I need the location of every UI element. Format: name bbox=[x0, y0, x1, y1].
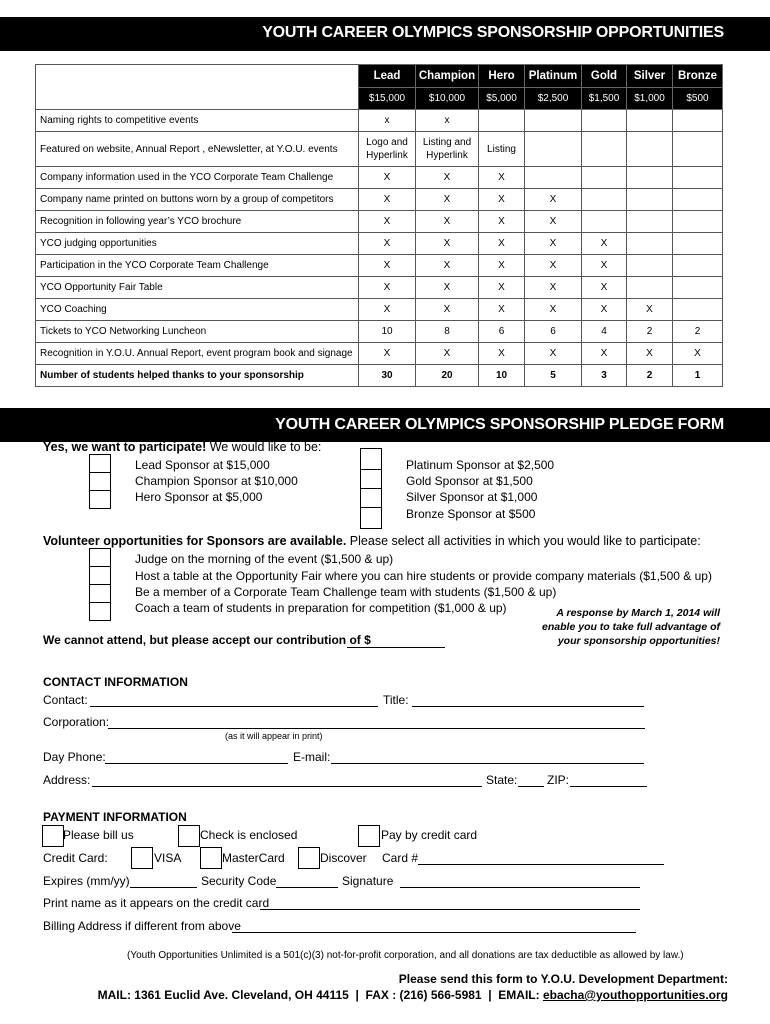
table-row bbox=[36, 365, 723, 387]
benefit-cell: 6 bbox=[525, 321, 582, 343]
bill-us-checkbox[interactable] bbox=[42, 825, 64, 847]
benefit-cell bbox=[627, 255, 673, 277]
benefit-cell bbox=[525, 110, 582, 132]
volunteer-heading: Volunteer opportunities for Sponsors are available. bbox=[43, 534, 347, 548]
benefit-cell: Listing bbox=[479, 132, 525, 167]
level-header: Hero bbox=[479, 65, 525, 88]
benefit-cell: Listing and Hyperlink bbox=[416, 132, 479, 167]
benefit-label: Company name printed on buttons worn by a group of competitors bbox=[36, 189, 359, 211]
level-header: Bronze bbox=[673, 65, 723, 88]
benefit-cell: X bbox=[416, 167, 479, 189]
benefit-cell bbox=[673, 277, 723, 299]
table-row bbox=[36, 211, 723, 233]
card-number-field[interactable] bbox=[418, 864, 664, 865]
signature-field[interactable] bbox=[400, 887, 640, 888]
mail-fax-text: MAIL: 1361 Euclid Ave. Cleveland, OH 44115 | FAX : (216) 566-5981 | EMAIL: bbox=[97, 988, 543, 1002]
benefit-cell bbox=[673, 211, 723, 233]
expires-field[interactable] bbox=[130, 887, 197, 888]
benefit-cell: X bbox=[479, 255, 525, 277]
volunteer-option: Be a member of a Corporate Team Challenge team with students ($1,500 & up) bbox=[135, 585, 557, 599]
payment-heading: PAYMENT INFORMATION bbox=[43, 810, 187, 824]
benefit-cell: X bbox=[627, 343, 673, 365]
state-label: State: bbox=[486, 773, 518, 787]
expires-label: Expires (mm/yy) bbox=[43, 874, 130, 888]
volunteer-option: Coach a team of students in preparation for competition ($1,000 & up) bbox=[135, 601, 507, 615]
corporation-label: Corporation: bbox=[43, 715, 110, 729]
benefit-label: Featured on website, Annual Report , eNewsletter, at Y.O.U. events bbox=[36, 132, 359, 167]
benefit-cell bbox=[627, 277, 673, 299]
benefit-cell: X bbox=[479, 189, 525, 211]
cannot-attend-label: We cannot attend, but please accept our contribution of $ bbox=[43, 633, 371, 647]
benefit-cell: X bbox=[525, 233, 582, 255]
day-phone-field[interactable] bbox=[105, 763, 288, 764]
benefit-cell: X bbox=[479, 233, 525, 255]
zip-field[interactable] bbox=[570, 786, 647, 787]
page-title: YOUTH CAREER OLYMPICS SPONSORSHIP OPPORTUNITIES bbox=[262, 24, 724, 41]
benefit-label: Recognition in Y.O.U. Annual Report, event program book and signage bbox=[36, 343, 359, 365]
champion-checkbox[interactable] bbox=[89, 472, 111, 491]
table-row bbox=[36, 321, 723, 343]
benefit-cell: X bbox=[479, 167, 525, 189]
discover-checkbox[interactable] bbox=[298, 847, 320, 869]
benefit-cell: X bbox=[416, 277, 479, 299]
benefit-cell: 5 bbox=[525, 365, 582, 387]
level-header: Champion bbox=[416, 65, 479, 88]
coach-checkbox[interactable] bbox=[89, 602, 111, 621]
benefit-cell bbox=[627, 233, 673, 255]
benefit-cell: X bbox=[416, 233, 479, 255]
corporation-field[interactable] bbox=[108, 728, 645, 729]
print-name-field[interactable] bbox=[260, 909, 640, 910]
level-price: $500 bbox=[673, 88, 723, 110]
team-member-checkbox[interactable] bbox=[89, 584, 111, 603]
signature-label: Signature bbox=[342, 874, 394, 888]
benefit-cell bbox=[582, 110, 627, 132]
benefit-label: Recognition in following year’s YCO brochure bbox=[36, 211, 359, 233]
bronze-checkbox[interactable] bbox=[360, 507, 382, 529]
discover-label: Discover bbox=[320, 851, 367, 865]
level-header: Gold bbox=[582, 65, 627, 88]
table-row bbox=[36, 233, 723, 255]
benefit-cell bbox=[627, 167, 673, 189]
benefit-cell bbox=[673, 132, 723, 167]
benefit-cell: x bbox=[416, 110, 479, 132]
table-row bbox=[36, 255, 723, 277]
benefit-cell: X bbox=[359, 167, 416, 189]
response-note-line: enable you to take full advantage of bbox=[542, 621, 720, 633]
benefit-cell: X bbox=[479, 343, 525, 365]
benefit-cell bbox=[582, 167, 627, 189]
benefit-cell: 8 bbox=[416, 321, 479, 343]
table-row bbox=[36, 343, 723, 365]
benefit-cell: X bbox=[359, 255, 416, 277]
check-enclosed-checkbox[interactable] bbox=[178, 825, 200, 847]
benefit-cell bbox=[673, 255, 723, 277]
host-table-checkbox[interactable] bbox=[89, 566, 111, 585]
benefit-cell: X bbox=[359, 189, 416, 211]
benefit-cell: 10 bbox=[359, 321, 416, 343]
contribution-field[interactable] bbox=[347, 647, 445, 648]
level-price: $2,500 bbox=[525, 88, 582, 110]
option-lead: Lead Sponsor at $15,000 bbox=[135, 458, 270, 472]
benefit-cell bbox=[673, 167, 723, 189]
volunteer-sub: Please select all activities in which you would like to participate: bbox=[349, 534, 701, 548]
benefit-cell bbox=[582, 211, 627, 233]
benefit-cell: X bbox=[416, 189, 479, 211]
benefit-label: Number of students helped thanks to your sponsorship bbox=[36, 365, 359, 387]
benefit-cell: X bbox=[582, 299, 627, 321]
benefit-cell: X bbox=[525, 211, 582, 233]
benefit-cell: X bbox=[416, 343, 479, 365]
benefit-cell: X bbox=[359, 343, 416, 365]
benefit-cell: X bbox=[627, 299, 673, 321]
benefit-label: YCO judging opportunities bbox=[36, 233, 359, 255]
day-phone-label: Day Phone: bbox=[43, 750, 106, 764]
option-platinum: Platinum Sponsor at $2,500 bbox=[406, 458, 555, 472]
pledge-banner bbox=[0, 408, 770, 442]
benefit-cell bbox=[627, 132, 673, 167]
credit-card-option-label: Pay by credit card bbox=[381, 828, 478, 842]
level-price: $5,000 bbox=[479, 88, 525, 110]
email-field[interactable] bbox=[331, 763, 644, 764]
contact-field[interactable] bbox=[90, 706, 378, 707]
benefit-label: YCO Opportunity Fair Table bbox=[36, 277, 359, 299]
response-note-line: your sponsorship opportunities! bbox=[557, 635, 720, 647]
option-hero: Hero Sponsor at $5,000 bbox=[135, 490, 263, 504]
address-label: Address: bbox=[43, 773, 91, 787]
volunteer-option: Judge on the morning of the event ($1,500 & up) bbox=[135, 552, 394, 566]
table-row bbox=[36, 299, 723, 321]
credit-card-checkbox[interactable] bbox=[358, 825, 380, 847]
send-instruction: Please send this form to Y.O.U. Development Department: bbox=[398, 972, 728, 986]
price-corner bbox=[36, 88, 359, 110]
benefit-cell: 6 bbox=[479, 321, 525, 343]
benefit-rows bbox=[36, 110, 723, 387]
level-price: $1,000 bbox=[627, 88, 673, 110]
benefit-cell bbox=[525, 167, 582, 189]
benefit-cell: X bbox=[582, 233, 627, 255]
benefit-cell: X bbox=[416, 299, 479, 321]
volunteer-option: Host a table at the Opportunity Fair where you can hire students or provide company materials ($1,500 & up) bbox=[135, 569, 712, 583]
benefit-label: YCO Coaching bbox=[36, 299, 359, 321]
table-row bbox=[36, 189, 723, 211]
table-row bbox=[36, 277, 723, 299]
option-bronze: Bronze Sponsor at $500 bbox=[406, 507, 536, 521]
option-champion: Champion Sponsor at $10,000 bbox=[135, 474, 298, 488]
benefit-cell: 2 bbox=[673, 321, 723, 343]
benefit-cell: X bbox=[359, 299, 416, 321]
level-price: $10,000 bbox=[416, 88, 479, 110]
benefit-cell: 30 bbox=[359, 365, 416, 387]
benefit-cell: x bbox=[359, 110, 416, 132]
benefit-cell bbox=[673, 233, 723, 255]
benefit-cell: X bbox=[525, 255, 582, 277]
hero-checkbox[interactable] bbox=[89, 490, 111, 509]
security-code-label: Security Code bbox=[201, 874, 277, 888]
bill-us-label: Please bill us bbox=[63, 828, 134, 842]
benefit-cell: X bbox=[416, 211, 479, 233]
level-price: $15,000 bbox=[359, 88, 416, 110]
participate-sub: We would like to be: bbox=[209, 440, 322, 454]
benefit-cell bbox=[582, 132, 627, 167]
participate-line bbox=[43, 440, 321, 454]
benefit-cell: X bbox=[479, 211, 525, 233]
gold-checkbox[interactable] bbox=[360, 469, 382, 489]
benefit-cell bbox=[673, 299, 723, 321]
lead-checkbox[interactable] bbox=[89, 454, 111, 473]
email-link[interactable]: ebacha@youthopportunities.org bbox=[542, 988, 728, 1002]
zip-label: ZIP: bbox=[547, 773, 570, 787]
response-note-line: A response by March 1, 2014 will bbox=[556, 607, 720, 619]
benefit-label: Company information used in the YCO Corporate Team Challenge bbox=[36, 167, 359, 189]
level-header: Silver bbox=[627, 65, 673, 88]
benefit-cell: X bbox=[525, 343, 582, 365]
option-silver: Silver Sponsor at $1,000 bbox=[406, 490, 538, 504]
benefit-cell: X bbox=[416, 255, 479, 277]
benefit-cell bbox=[479, 110, 525, 132]
benefit-label: Naming rights to competitive events bbox=[36, 110, 359, 132]
level-price: $1,500 bbox=[582, 88, 627, 110]
sponsorship-table bbox=[35, 64, 723, 387]
level-header: Platinum bbox=[525, 65, 582, 88]
platinum-checkbox[interactable] bbox=[360, 448, 382, 470]
table-row bbox=[36, 167, 723, 189]
benefit-cell bbox=[525, 132, 582, 167]
benefit-cell: 20 bbox=[416, 365, 479, 387]
mastercard-label: MasterCard bbox=[222, 851, 285, 865]
benefit-cell: X bbox=[359, 211, 416, 233]
print-hint: (as it will appear in print) bbox=[225, 731, 323, 741]
benefit-cell: X bbox=[525, 299, 582, 321]
benefit-cell bbox=[582, 189, 627, 211]
benefit-label: Tickets to YCO Networking Luncheon bbox=[36, 321, 359, 343]
benefit-cell: 4 bbox=[582, 321, 627, 343]
title-field[interactable] bbox=[412, 706, 644, 707]
credit-card-label: Credit Card: bbox=[43, 851, 108, 865]
mail-line bbox=[98, 988, 728, 1002]
benefit-label: Participation in the YCO Corporate Team Challenge bbox=[36, 255, 359, 277]
print-name-label: Print name as it appears on the credit card bbox=[43, 896, 270, 910]
benefit-cell: X bbox=[479, 299, 525, 321]
benefit-cell: X bbox=[479, 277, 525, 299]
card-number-label: Card # bbox=[382, 851, 419, 865]
benefit-cell: 1 bbox=[673, 365, 723, 387]
address-field[interactable] bbox=[92, 786, 482, 787]
title-banner bbox=[0, 17, 770, 51]
visa-checkbox[interactable] bbox=[131, 847, 153, 869]
benefit-cell: 10 bbox=[479, 365, 525, 387]
pledge-title: YOUTH CAREER OLYMPICS SPONSORSHIP PLEDGE FORM bbox=[275, 416, 724, 433]
billing-address-field[interactable] bbox=[232, 932, 636, 933]
benefit-cell: X bbox=[582, 343, 627, 365]
benefit-cell: 2 bbox=[627, 365, 673, 387]
table-row bbox=[36, 132, 723, 167]
benefit-cell: X bbox=[582, 255, 627, 277]
benefit-cell: 3 bbox=[582, 365, 627, 387]
benefit-cell bbox=[627, 189, 673, 211]
visa-label: VISA bbox=[154, 851, 182, 865]
benefit-cell: X bbox=[673, 343, 723, 365]
volunteer-line bbox=[43, 534, 701, 548]
nonprofit-note: (Youth Opportunities Unlimited is a 501(c)(3) not-for-profit corporation, and all donations are tax deductible as allowed by law.) bbox=[127, 950, 684, 961]
benefit-cell bbox=[627, 110, 673, 132]
option-gold: Gold Sponsor at $1,500 bbox=[406, 474, 533, 488]
security-code-field[interactable] bbox=[276, 887, 338, 888]
judge-checkbox[interactable] bbox=[89, 548, 111, 567]
contact-label: Contact: bbox=[43, 693, 88, 707]
benefit-cell: X bbox=[359, 277, 416, 299]
benefit-cell: Logo and Hyperlink bbox=[359, 132, 416, 167]
benefit-cell: X bbox=[525, 277, 582, 299]
benefit-cell bbox=[673, 189, 723, 211]
table-row bbox=[36, 110, 723, 132]
title-label: Title: bbox=[383, 693, 409, 707]
state-field[interactable] bbox=[518, 786, 544, 787]
mastercard-checkbox[interactable] bbox=[200, 847, 222, 869]
benefit-cell: 2 bbox=[627, 321, 673, 343]
benefit-cell: X bbox=[359, 233, 416, 255]
header-corner bbox=[36, 65, 359, 88]
participate-heading: Yes, we want to participate! bbox=[43, 440, 207, 454]
benefit-cell: X bbox=[582, 277, 627, 299]
contact-heading: CONTACT INFORMATION bbox=[43, 675, 188, 689]
email-label: E-mail: bbox=[293, 750, 331, 764]
billing-address-label: Billing Address if different from above bbox=[43, 919, 241, 933]
benefit-cell bbox=[627, 211, 673, 233]
level-header: Lead bbox=[359, 65, 416, 88]
benefit-cell bbox=[673, 110, 723, 132]
benefit-cell: X bbox=[525, 189, 582, 211]
check-enclosed-label: Check is enclosed bbox=[200, 828, 298, 842]
response-note bbox=[500, 606, 720, 648]
silver-checkbox[interactable] bbox=[360, 488, 382, 508]
